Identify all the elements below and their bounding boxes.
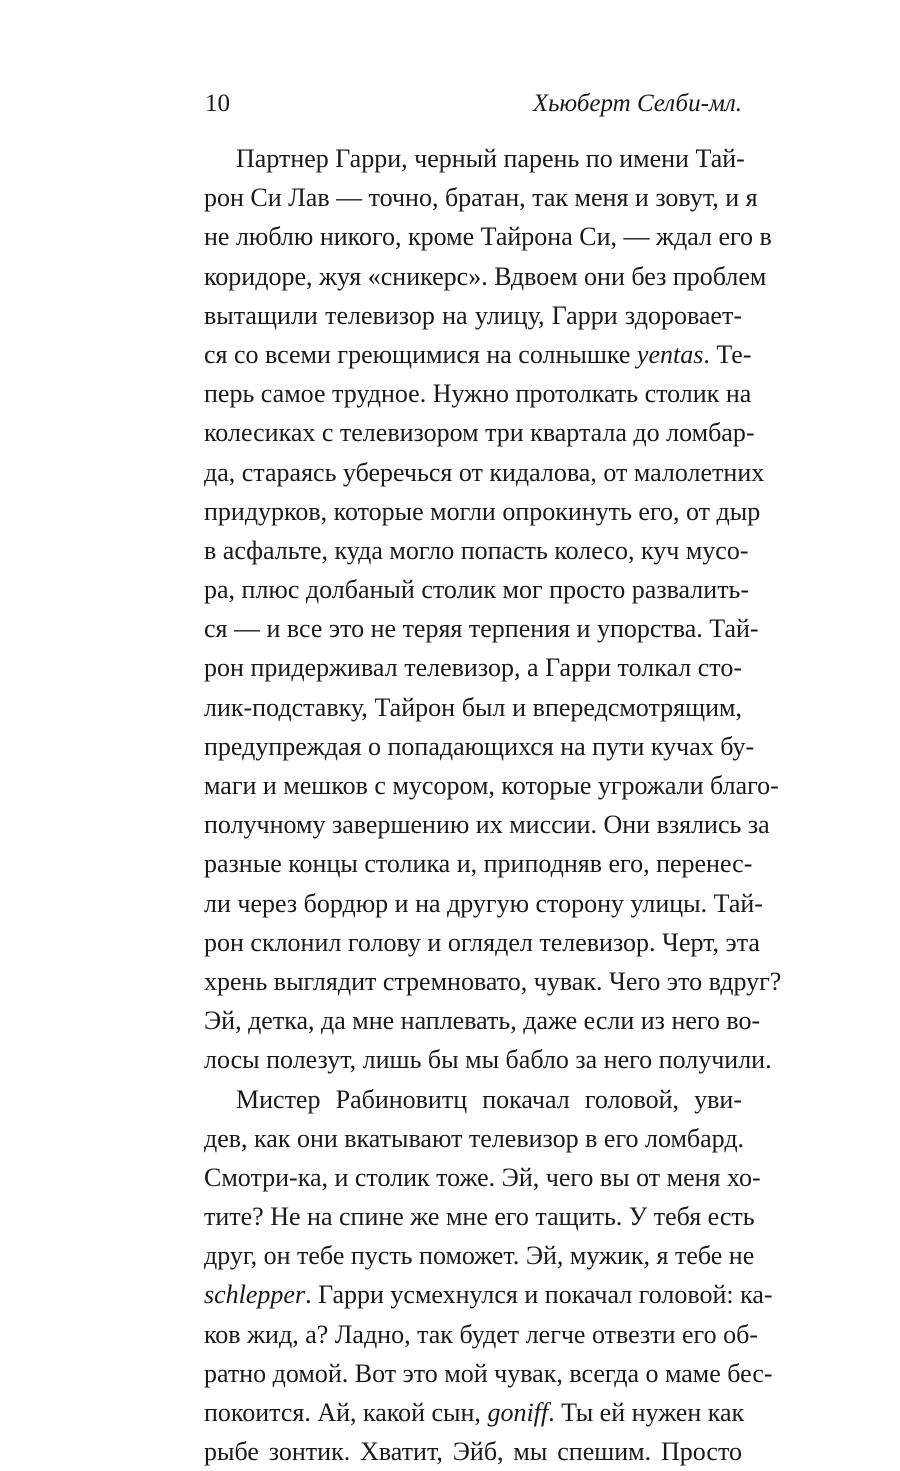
- text-line: ся — и все это не теряя терпения и упорства. Тай-: [204, 614, 759, 644]
- text-line: хрень выглядит стремновато, чувак. Чего это вдруг?: [204, 966, 782, 996]
- text-line: ра, плюс долбаный столик мог просто развалить-: [204, 575, 750, 605]
- text-line: лик-подставку, Тайрон был и впередсмотрящим,: [204, 692, 742, 722]
- text-line: перь самое трудное. Нужно протолкать столик на: [204, 379, 752, 409]
- running-header: [0, 88, 900, 128]
- text-line: Смотри-ка, и столик тоже. Эй, чего вы от меня хо-: [204, 1162, 761, 1192]
- text-line: schlepper. Гарри усмехнулся и покачал головой: ка-: [204, 1280, 773, 1310]
- text-line: ли через бордюр и на другую сторону улицы. Тай-: [204, 888, 763, 918]
- text-line: коридоре, жуя «сникерс». Вдвоем они без проблем: [204, 261, 767, 291]
- text-line: ков жид, а? Ладно, так будет легче отвезти его об-: [204, 1319, 758, 1349]
- text-line: рыбе зонтик. Хватит, Эйб, мы спешим. Просто: [204, 1437, 742, 1467]
- text-line: ся со всеми греющимися на солнышке yentas. Те-: [204, 339, 752, 369]
- text-line: дев, как они вкатывают телевизор в его ломбард.: [204, 1123, 745, 1153]
- text-line: лосы полезут, лишь бы мы бабло за него получили.: [204, 1045, 772, 1075]
- text-line: рон Си Лав — точно, братан, так меня и зовут, и я: [204, 183, 758, 213]
- text-line: маги и мешков с мусором, которые угрожали благо-: [204, 771, 779, 800]
- italic-word: goniff: [487, 1398, 549, 1427]
- text-line: ратно домой. Вот это мой чувак, всегда о маме бес-: [204, 1358, 773, 1388]
- text-line: да, стараясь уберечься от кидалова, от малолетних: [204, 457, 765, 487]
- page-number: 10: [205, 90, 230, 117]
- text-line: Мистер Рабиновитц покачал головой, уви-: [236, 1084, 742, 1114]
- running-author: Хьюберт Селби-мл.: [532, 90, 742, 117]
- text-line: вытащили телевизор на улицу, Гарри здоровает-: [204, 300, 742, 330]
- text-line: рон придерживал телевизор, а Гарри толкал сто-: [204, 653, 742, 683]
- text-line: колесиках с телевизором три квартала до ломбар-: [204, 418, 755, 448]
- text-line: Эй, детка, да мне наплевать, даже если из него во-: [204, 1006, 761, 1036]
- text-line: рон склонил голову и оглядел телевизор. Черт, эта: [204, 927, 760, 957]
- text-line: придурков, которые могли опрокинуть его, от дыр: [204, 496, 761, 526]
- italic-word: schlepper: [204, 1280, 306, 1310]
- text-line: получному завершению их миссии. Они взялись за: [204, 810, 770, 840]
- text-line: в асфальте, куда могло попасть колесо, куч мусо-: [204, 535, 749, 565]
- text-line: Партнер Гарри, черный парень по имени Тай-: [236, 144, 745, 173]
- text-line: друг, он тебе пусть поможет. Эй, мужик, я тебе не: [204, 1241, 755, 1271]
- text-line: разные концы столика и, приподняв его, перенес-: [204, 849, 753, 879]
- body-text: [204, 139, 782, 1471]
- text-line: предупреждая о попадающихся на пути кучах бу-: [204, 731, 755, 761]
- text-line: покоится. Ай, какой сын, goniff. Ты ей нужен как: [204, 1398, 745, 1427]
- italic-word: yentas: [636, 339, 704, 369]
- text-line: не люблю никого, кроме Тайрона Си, — ждал его в: [204, 222, 772, 252]
- text-line: тите? Не на спине же мне его тащить. У тебя есть: [204, 1202, 755, 1232]
